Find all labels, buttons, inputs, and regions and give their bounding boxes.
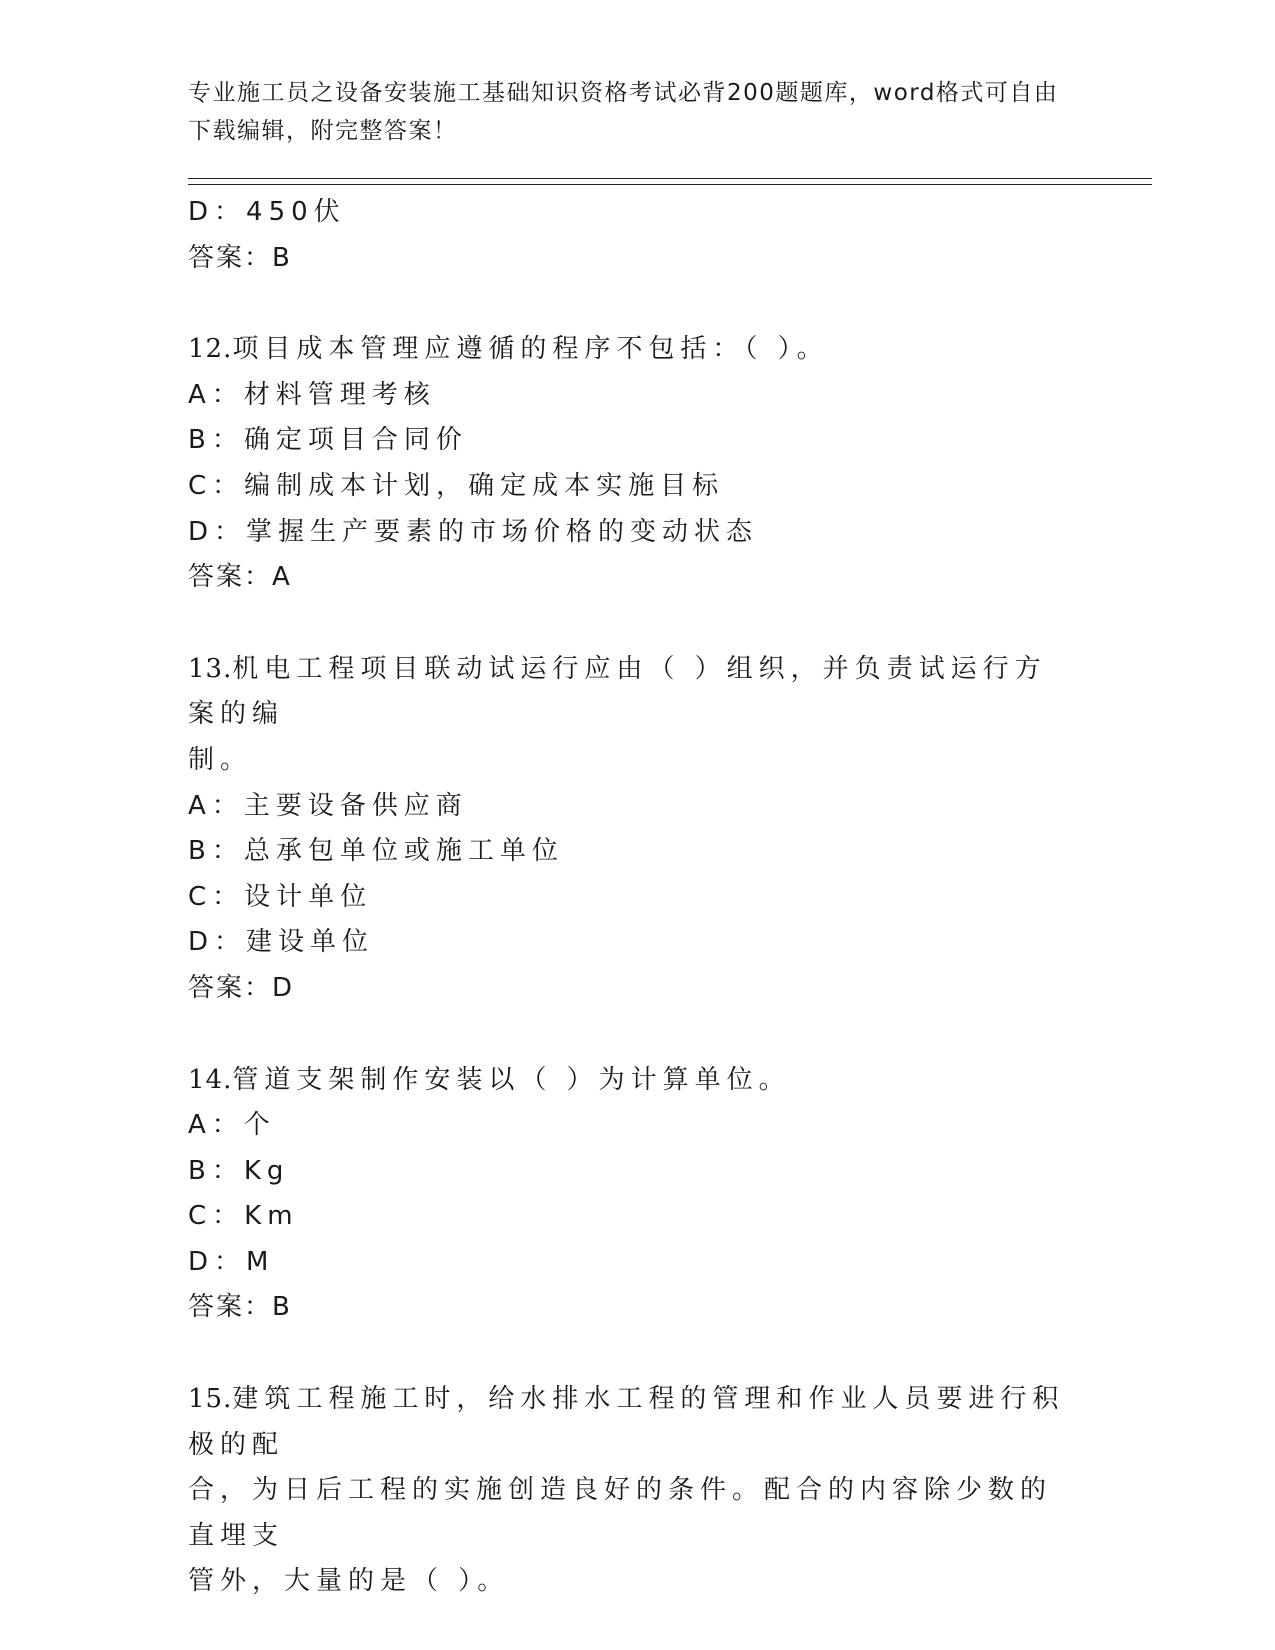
option-d: D：建设单位 <box>188 927 375 958</box>
question-stem-line: 管道支架制作安装以（ ）为计算单位。 <box>232 1064 791 1095</box>
option-c: C：编制成本计划，确定成本实施目标 <box>188 470 725 501</box>
question-content <box>188 190 1088 1605</box>
option-c: C：Km <box>188 1201 299 1232</box>
question-number: 14. <box>188 1064 233 1095</box>
question-stem <box>188 647 1068 784</box>
option-a: A：材料管理考核 <box>188 379 436 410</box>
question-14 <box>188 1058 1088 1332</box>
question-stem-line: 管外，大量的是（ ）。 <box>188 1566 510 1597</box>
header-title-line-2: 下载编辑，附完整答案！ <box>188 118 458 144</box>
answer-line: 答案：B <box>188 1292 292 1323</box>
option-b: B：总承包单位或施工单位 <box>188 836 564 867</box>
header-rule-top <box>188 178 1152 179</box>
option-c: C：设计单位 <box>188 881 373 912</box>
question-stem <box>188 327 1068 373</box>
option-b: B：确定项目合同价 <box>188 425 468 456</box>
question-15 <box>188 1377 1088 1605</box>
header-title-line-1: 专业施工员之设备安装施工基础知识资格考试必背200题题库，word格式可自由 <box>188 80 1059 106</box>
option-d: D：M <box>188 1246 275 1277</box>
question-stem-line: 项目成本管理应遵循的程序不包括：（ ）。 <box>232 334 829 365</box>
header-rule-bottom <box>188 184 1152 185</box>
page-header <box>188 74 1068 150</box>
option-d: D：掌握生产要素的市场价格的变动状态 <box>188 516 759 547</box>
question-13 <box>188 647 1088 1012</box>
option-b: B：Kg <box>188 1155 290 1186</box>
prev-question-tail <box>188 190 1088 281</box>
question-number: 13. <box>188 653 233 684</box>
question-stem <box>188 1377 1068 1605</box>
question-stem-line: 制。 <box>188 744 253 775</box>
question-stem-line: 建筑工程施工时，给水排水工程的管理和作业人员要进行积极的配 <box>188 1384 1065 1460</box>
answer-line: 答案：B <box>188 242 292 273</box>
answer-line: 答案：A <box>188 562 292 593</box>
answer-line: 答案：D <box>188 972 295 1003</box>
question-12 <box>188 327 1088 601</box>
option-d: D：450伏 <box>188 197 346 227</box>
option-a: A：个 <box>188 1110 276 1141</box>
question-number: 12. <box>188 334 233 365</box>
question-stem-line: 合，为日后工程的实施创造良好的条件。配合的内容除少数的直埋支 <box>188 1475 1053 1551</box>
option-a: A：主要设备供应商 <box>188 790 468 821</box>
question-stem-line: 机电工程项目联动试运行应由（ ）组织，并负责试运行方案的编 <box>188 653 1047 730</box>
question-number: 15. <box>188 1384 233 1415</box>
question-stem <box>188 1058 1068 1104</box>
